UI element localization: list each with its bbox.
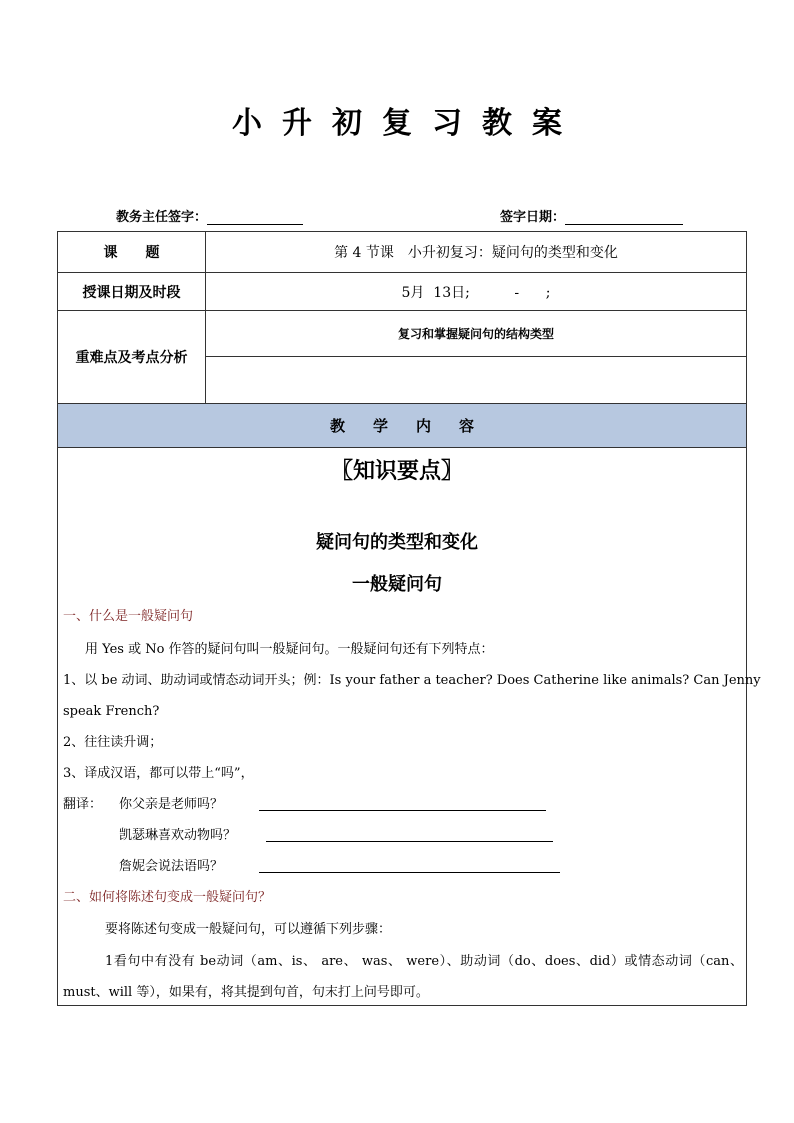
table-row-divider bbox=[57, 447, 747, 448]
director-signature-label: 教务主任签字： bbox=[116, 210, 208, 225]
paragraph-1: 用 Yes 或 No 作答的疑问句叫一般疑问句。一般疑问句还有下列特点： bbox=[85, 642, 494, 657]
keypoint-value: 复习和掌握疑问句的结构类型 bbox=[397, 327, 554, 341]
answer-1-blank[interactable] bbox=[259, 810, 546, 811]
page-title: 小升初复习教案 bbox=[232, 106, 582, 141]
topic-value: 第 4 节课 小升初复习：疑问句的类型和变化 bbox=[334, 245, 618, 261]
subsubtitle: 一般疑问句 bbox=[352, 574, 442, 595]
section-title: 〖知识要点〗 bbox=[330, 459, 463, 484]
heading-2: 二、如何将陈述句变成一般疑问句？ bbox=[63, 890, 272, 905]
paragraph-2b: speak French? bbox=[63, 704, 160, 719]
signature-date-blank[interactable] bbox=[565, 212, 683, 225]
question-1: 你父亲是老师吗？ bbox=[119, 797, 224, 812]
paragraph-2a: 1、以 be 动词、助动词或情态动词开头；例：Is your father a teacher? Does Catherine like animals? Can Jenny bbox=[63, 673, 761, 688]
keypoint-empty-cell[interactable] bbox=[206, 357, 746, 403]
answer-3-blank[interactable] bbox=[259, 872, 560, 873]
question-3: 詹妮会说法语吗？ bbox=[119, 859, 224, 874]
keypoint-label: 重难点及考点分析 bbox=[75, 350, 188, 366]
paragraph-3: 2、往往读升调； bbox=[63, 735, 163, 750]
paragraph-6a: 1看句中有没有 be动词（am、is、 are、 was、 were）、助动词（do、does、did）或情态动词（can、 bbox=[105, 954, 743, 969]
director-signature-blank[interactable] bbox=[207, 212, 303, 225]
teaching-content-band: 教学内容 bbox=[58, 404, 746, 447]
signature-date-label: 签字日期： bbox=[500, 210, 566, 225]
heading-1: 一、什么是一般疑问句 bbox=[63, 609, 194, 624]
date-label: 授课日期及时段 bbox=[82, 284, 181, 301]
question-2: 凯瑟琳喜欢动物吗？ bbox=[119, 828, 237, 843]
director-signature bbox=[116, 206, 303, 225]
answer-2-blank[interactable] bbox=[266, 841, 553, 842]
paragraph-6b: must、will 等），如果有，将其提到句首，句末打上问号即可。 bbox=[63, 985, 429, 1000]
signature-date bbox=[500, 206, 683, 225]
translate-label: 翻译： bbox=[63, 797, 103, 812]
topic-label: 课 题 bbox=[103, 245, 160, 261]
subtitle: 疑问句的类型和变化 bbox=[316, 532, 478, 553]
date-value: 5月 13日; - ; bbox=[401, 284, 551, 301]
paragraph-5: 要将陈述句变成一般疑问句，可以遵循下列步骤： bbox=[105, 922, 392, 937]
paragraph-4: 3、译成汉语，都可以带上“吗”， bbox=[63, 766, 254, 781]
